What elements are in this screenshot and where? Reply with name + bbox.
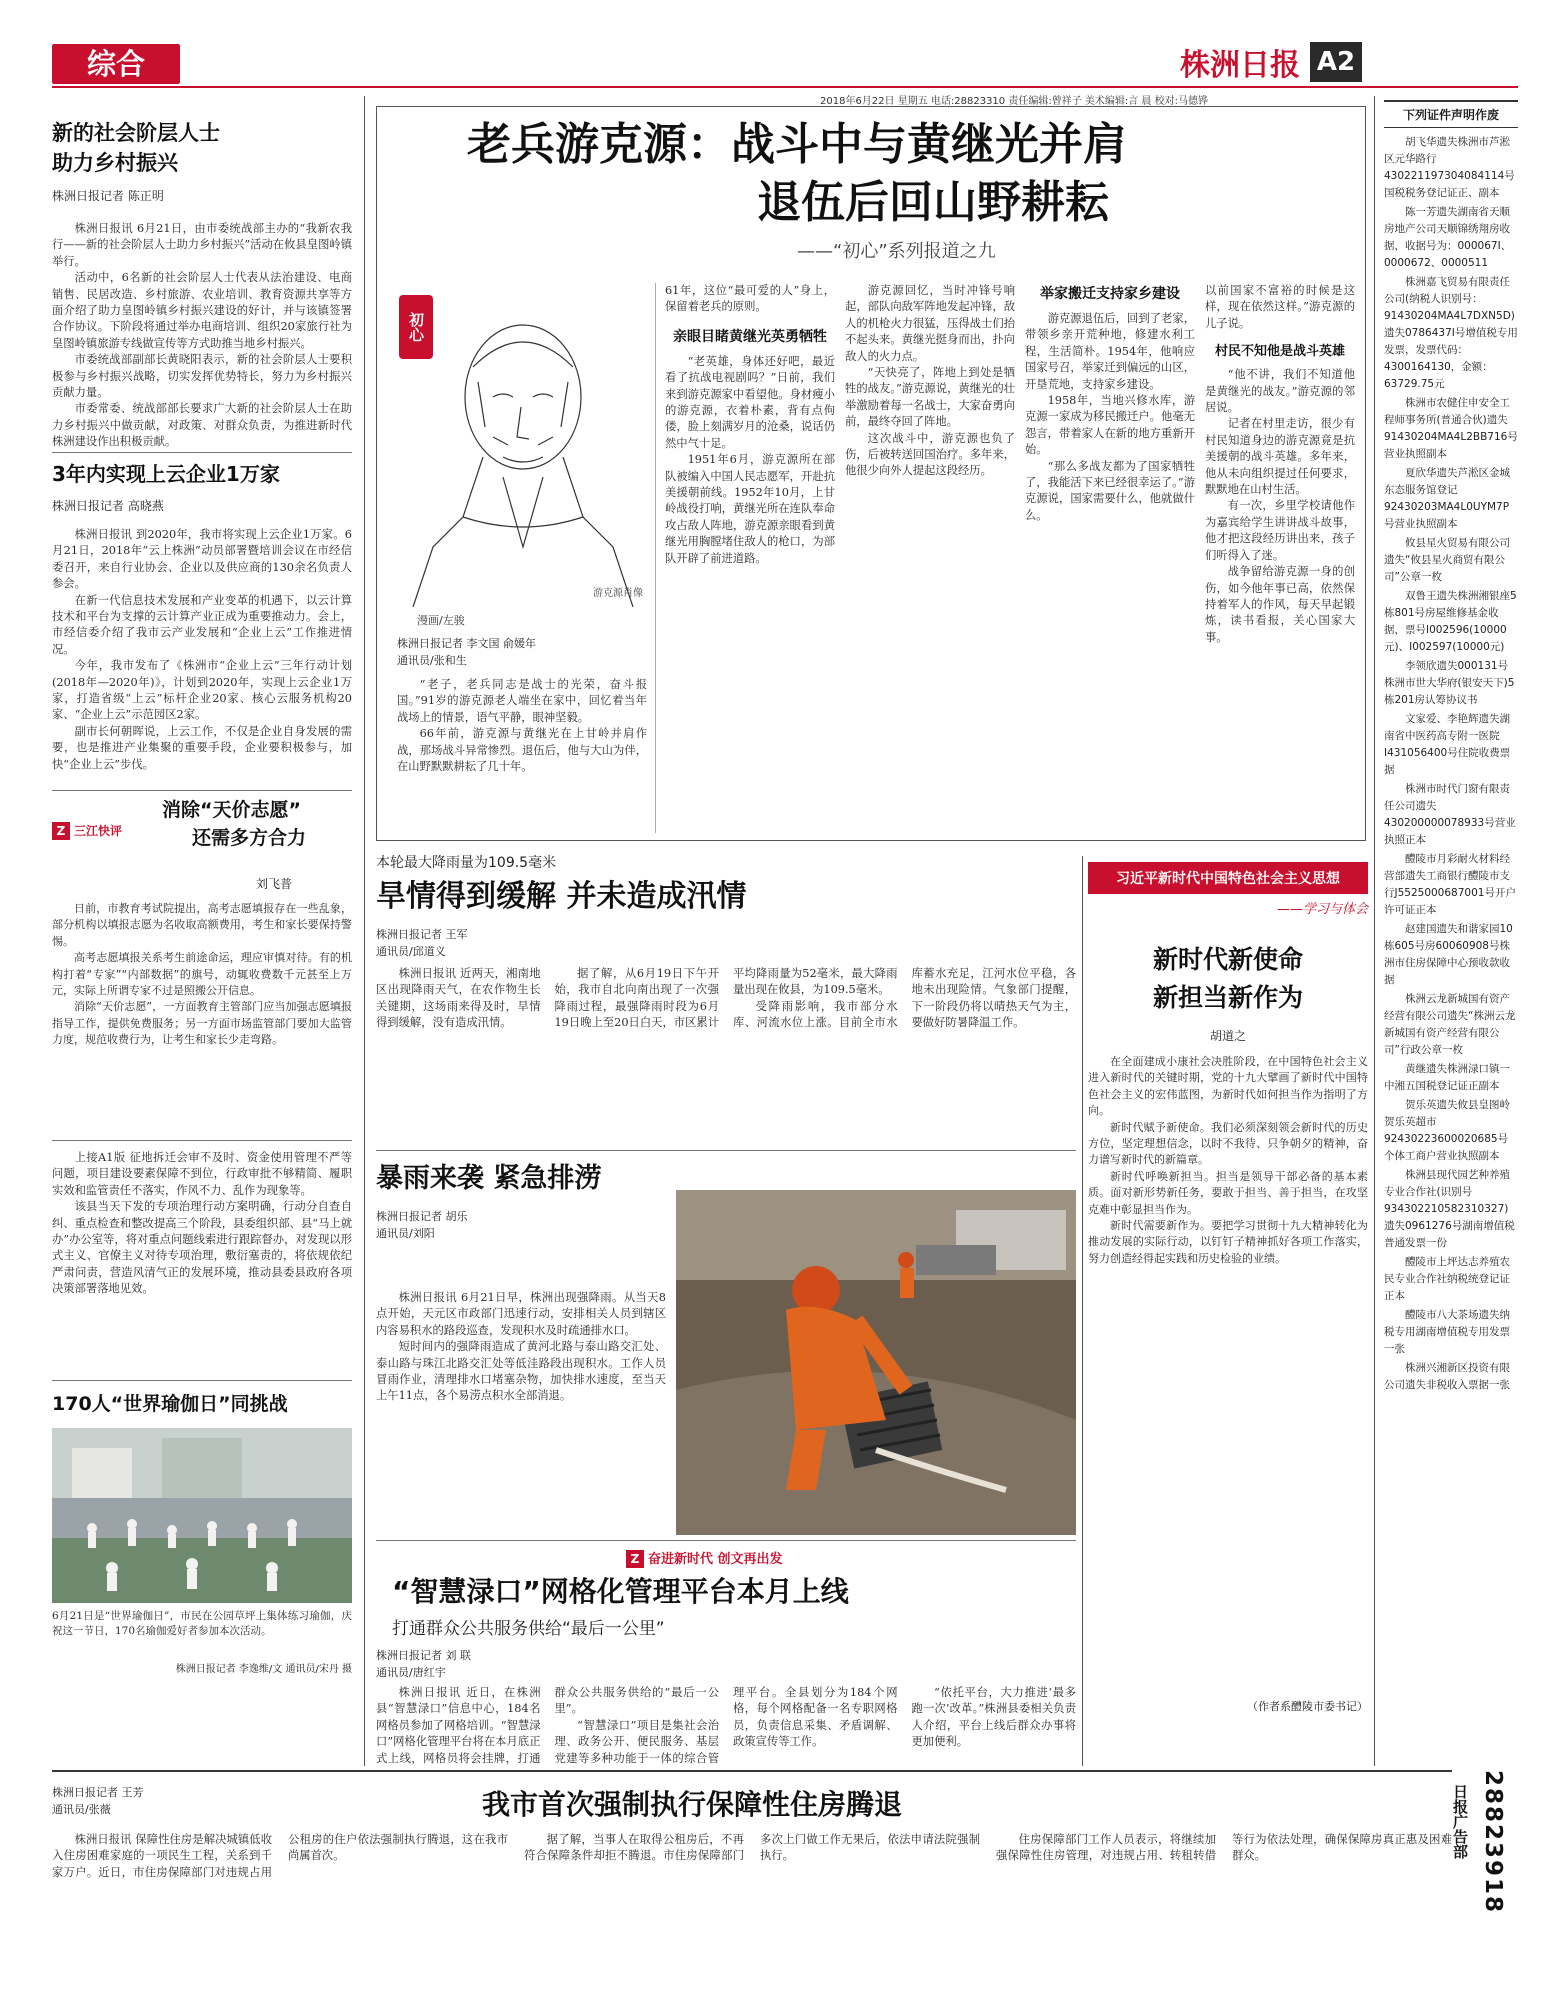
ad-phone: 28823918 <box>1480 1770 1506 1915</box>
notice-item: 株洲云龙新城国有资产经营有限公司遗失“株洲云龙新城国有资产经营有限公司”行政公章一枚 <box>1384 993 1516 1056</box>
column-name: 三江快评 <box>74 824 123 838</box>
feature-col-4: 举家搬迁支持家乡建设 游克源退伍后，回到了老家，带领乡亲开荒种地，修建水利工程，生活简朴。1954年，他响应国家号召，举家迁到偏远的山区，开垦荒地，支持家乡建设。 1958年，当地兴修水库，游克源一家成为移民搬迁户。他毫无怨言，带着家人在新的地方重新开始。 “那么多战友都为了国家牺牲了，我能活下来已经很幸运了。”游克源说，国家需要什么，他就做什么。 <box>1025 283 1195 833</box>
author: 刘飞普 <box>255 877 292 891</box>
feature-story <box>376 106 1366 841</box>
portrait-sketch <box>393 287 653 607</box>
seal-badge: 初心 <box>399 295 433 359</box>
article-social-strata <box>52 118 352 461</box>
author: 胡道之 <box>1209 1029 1246 1043</box>
article-body: 株洲日报讯 6月21日早，株洲出现强降雨。从当天8点开始，天元区市政部门迅速行动，安排相关人员到辖区内容易积水的路段巡查，发现积水及时疏通排水口。 短时间内的强降雨造成了黄河北路与泰山路交汇处、泰山路与珠江北路交汇处等低洼路段出现积水。工作人员冒雨作业，清理排水口堵塞杂物，加快排水速度，至当天上午11点，各个易涝点积水全部消退。 <box>376 1291 666 1403</box>
article-body: 株洲日报讯 6月21日，由市委统战部主办的“我新农我行——新的社会阶层人士助力乡村振兴”活动在攸县皇图岭镇举行。 活动中，6名新的社会阶层人士代表从法治建设、电商销售、民居改造、乡村旅游、农业培训、教育资源共享等方面介绍了助力皇图岭镇乡村振兴建设的好计，并与该镇签署合作协议。下阶段将通过举办电商培训、组织20家旅行社为皇图岭镇旅游专线做宣传等方式助推当地乡村振兴。 市委统战部副部长黄晓阳表示，新的社会阶层人士要积极参与乡村振兴战略，切实发挥优势特长，努力为乡村振兴贡献力量。 市委常委、统战部部长要求广大新的社会阶层人士在助力乡村振兴中做贡献，对政策、对群众负责，为推进新时代株洲建设作出积极贡献。 <box>52 222 352 449</box>
article-body: 株洲日报讯 近日，在株洲县“智慧渌口”信息中心，184名网格员参加了网格培训。“智慧渌口”网格化管理平台将在本月底正式上线，网格员将会挂牌，打通群众公共服务供给的“最后一公里”。 “智慧渌口”项目是集社会治理、政务公开、便民服务、基层党建等多种功能于一体的综合管理平台。全县划分为184个网格，每个网格配备一名专职网格员，负责信息采集、矛盾调解、政策宣传等工作。 “依托平台，大力推进‘最多跑一次’改革。”株洲县委相关负责人介绍，平台上线后群众办事将更加便利。 <box>376 1686 1076 1765</box>
article-title: 我市首次强制执行保障性住房腾退 <box>482 1788 903 1821</box>
article-yoga <box>52 1390 352 1678</box>
byline: 株洲日报记者 刘 联 通讯员/唐红宇 <box>376 1649 471 1679</box>
article-title: 暴雨来袭 紧急排涝 <box>376 1163 602 1194</box>
article-title: 新的社会阶层人士 助力乡村振兴 <box>52 121 220 175</box>
article-title: “智慧渌口”网格化管理平台本月上线 <box>392 1575 849 1608</box>
series-label: ——“初心”系列报道之九 <box>797 241 996 262</box>
notice-item: 赵建国遗失和谐家园10栋605号房60060908号株洲市住房保障中心预收款收据 <box>1384 923 1513 986</box>
photo-credit: 株洲日报记者 李逸维/文 通讯员/宋丹 摄 <box>175 1664 352 1675</box>
theory-subbanner: ——学习与体会 <box>1276 902 1368 917</box>
feature-byline: 株洲日报记者 李文国 俞媛年 通讯员/张和生 <box>397 637 536 667</box>
feature-col-2: 61年，这位“最可爱的人”身上，保留着老兵的原则。 亲眼目睹黄继光英勇牺牲 “老英雄，身体还好吧，最近看了抗战电视剧吗？”日前，我们来到游克源家中看望他。身材瘦小的游克源，衣着朴素，背有点佝偻，脸上刻满岁月的沧桑，说话仍然中气十足。 1951年6月，游克源所在部队被编入中国人民志愿军，开赴抗美援朝前线。1952年10月，上甘岭战役打响，黄继光所在连队奉命攻占敌人阵地，游克源亲眼看到黄继光用胸膛堵住敌人的枪口，为部队开辟了前进道路。 <box>665 284 835 565</box>
byline: 株洲日报记者 陈正明 <box>52 189 164 203</box>
notice-item: 黄继遗失株洲渌口镇一中湘五国税登记证正副本 <box>1384 1063 1510 1092</box>
notice-column <box>1384 100 1518 1760</box>
sketch-credit: 漫画/左骏 <box>417 614 465 627</box>
subhead: 村民不知他是战斗英雄 <box>1214 344 1345 360</box>
column-tag: Z <box>52 822 70 840</box>
notice-item: 贺乐英遗失攸县皇图岭贺乐英超市92430223600020685号个体工商户营业执照副本 <box>1384 1099 1510 1162</box>
article-title: 170人“世界瑜伽日”同挑战 <box>52 1393 288 1415</box>
ad-label: 日报广告部 <box>1451 1784 1469 1859</box>
notice-item: 李领欣遗失000131号株洲市世大华府(银安天下)5栋201房认筹协议书 <box>1384 660 1515 706</box>
notice-item: 株洲县现代园艺种养殖专业合作社(识别号934302210582310327)遗失0961276号湖南增值税普通发票一份 <box>1384 1169 1515 1249</box>
sketch-signature: 游克源肖像 <box>593 588 643 599</box>
notice-item: 攸县星火贸易有限公司遗失“攸县星火商贸有限公司”公章一枚 <box>1384 537 1510 583</box>
byline: 株洲日报记者 王军 通讯员/邱道义 <box>376 928 468 958</box>
ad-block <box>1451 1770 1518 2010</box>
article-continued: 上接A1版 征地拆迁会审不及时、资金使用管理不严等问题，项目建设要素保障不到位，行政审批不够精简、履职实效和监管责任不落实，作风不力、乱作为现象等。 该县当天下发的专项治理行动方案明确，行动分自查自纠、重点检查和整改提高三个阶段，县委组织部、县“马上就办”办公室等，将对重点问题线索进行跟踪督办，对发现以形式主义、官僚主义对待专项治理，敷衍塞责的，将依规依纪严肃问责，营造风清气正的发展环境，推动县委县政府各项决策部署落地见效。 <box>52 1151 352 1296</box>
article-body: 日前，市教育考试院提出，高考志愿填报存在一些乱象，部分机构以填报志愿为名收取高额费用，考生和家长要保持警惕。 高考志愿填报关系考生前途命运，理应审慎对待。有的机构打着“专家”“内部数据”的旗号，动辄收费数千元甚至上万元，实际上所谓专家不过是照搬公开信息。 消除“天价志愿”，一方面教育主管部门应当加强志愿填报指导工作，提供免费服务；另一方面市场监管部门要加大监管力度，规范收费行为，让考生和家长少走弯路。 <box>52 902 352 1047</box>
page-number: A2 <box>1310 42 1362 82</box>
feature-title-line2: 退伍后回山野耕耘 <box>757 177 1109 228</box>
notice-item: 株洲市时代门窗有限责任公司遗失430200000078933号营业执照正本 <box>1384 783 1516 846</box>
article-title: 旱情得到缓解 并未造成汛情 <box>376 879 747 914</box>
article-title: 消除“天价志愿” 还需多方合力 <box>162 799 307 849</box>
notice-item: 醴陵市月彩耐火材料经营部遗失工商银行醴陵市支行J5525000687001号开户许可证正本 <box>1384 853 1516 916</box>
feature-col-3: 游克源回忆，当时冲锋号响起，部队向敌军阵地发起冲锋，敌人的机枪火力很猛，压得战士们抬不起头来。黄继光挺身而出，扑向敌人的火力点。 “天快亮了，阵地上到处是牺牲的战友。”游克源说，黄继光的壮举激励着每一名战士，大家奋勇向前，最终夺回了阵地。 这次战斗中，游克源也负了伤，后被转送回国治疗。多年来，他很少向外人提起这段经历。 <box>845 284 1015 478</box>
section-tag <box>52 44 180 84</box>
notice-item: 陈一芳遗失湖南省天顺房地产公司天顺锦绣翔房收据，收据号为：000067I、0000672、0000511 <box>1384 206 1512 269</box>
column-tag: Z <box>626 1550 644 1568</box>
feature-col-1: “老子，老兵同志是战士的光荣，奋斗报国。”91岁的游克源老人端坐在家中，回忆着当年战场上的情景，语气平静，眼神坚毅。 66年前，游克源与黄继光在上甘岭并肩作战，那场战斗异常惨烈。退伍后，他与大山为伴，在山野默默耕耘了几十年。 <box>397 678 647 774</box>
feature-col-5: 以前国家不富裕的时候是这样，现在依然这样。”游克源的儿子说。 村民不知他是战斗英雄 “他不讲，我们不知道他是黄继光的战友。”游克源的邻居说。 记者在村里走访，很少有村民知道身边的游克源竟是抗美援朝的战斗英雄。多年来，他从未向组织提过任何要求，默默地在山村生活。 有一次，乡里学校请他作为嘉宾给学生讲讲战斗故事，他才把这段经历讲出来，孩子们听得入了迷。 战争留给游克源一身的创伤，如今他年事已高，依然保持着军人的作风，每天早起锻炼，读书看报，关心国家大事。 <box>1205 284 1355 644</box>
author-note: （作者系醴陵市委书记） <box>1247 1700 1368 1713</box>
theory-banner: 习近平新时代中国特色社会主义思想 <box>1088 862 1368 894</box>
article-commentary <box>52 796 352 1141</box>
article-theory <box>1088 862 1368 1762</box>
article-drought <box>376 852 1076 1166</box>
article-housing <box>52 1780 1452 2008</box>
yoga-photo <box>52 1428 352 1603</box>
notice-item: 醴陵市上坪达志养殖农民专业合作社纳税统登记证正本 <box>1384 1256 1510 1302</box>
article-cloud <box>52 460 352 812</box>
photo-caption: 6月21日是“世界瑜伽日”，市民在公园草坪上集体练习瑜伽，庆祝这一节日，170名瑜伽爱好者参加本次活动。 <box>52 1610 352 1637</box>
notice-item: 株洲嘉飞贸易有限责任公司(纳税人识别号：91430204MA4L7DXN5D)遗失0786437I号增值税专用发票，发票代码：4300164130，金额：63729.75元 <box>1384 276 1518 390</box>
section-label: 综合 <box>86 47 145 81</box>
notice-title: 下列证件声明作废 <box>1384 100 1518 128</box>
byline: 株洲日报记者 王芳 通讯员/张薇 <box>52 1786 144 1816</box>
header-info: 2018年6月22日 星期五 电话:28823310 责任编辑:曾祥子 美术编辑:言 晨 校对:马德铧 <box>820 96 1208 107</box>
notice-item: 双鲁王遗失株洲湘银座5栋801号房屋维修基金收据，票号I002596(10000元)、I002597(10000元) <box>1384 590 1517 653</box>
article-rainstorm <box>376 1160 1076 1540</box>
notice-item: 株洲市农健住申安全工程师事务所(普通合伙)遗失91430204MA4L2BB716号营业执照副本 <box>1384 397 1518 460</box>
article-body: 株洲日报讯 到2020年，我市将实现上云企业1万家。6月21日，2018年“云上株洲”动员部署暨培训会议在市经信委召开，来自行业协会、企业以及供应商的130余名负责人参会。 在新一代信息技术发展和产业变革的机遇下，以云计算技术和平台为支撑的云计算产业正成为重要推动力。会上，市经信委介绍了我市云产业发展和“企业上云”工作推进情况。 今年，我市发布了《株洲市“企业上云”三年行动计划(2018年—2020年)》，计划到2020年，实现上云企业1万家，打造省级“上云”标杆企业20家、核心云服务机构20家、“企业上云”示范园区2家。 副市长何朝晖说，上云工作，不仅是企业自身发展的需要，也是推进产业集聚的重要手段，企业要积极参与，加快“企业上云”步伐。 <box>52 528 352 771</box>
rainstorm-photo <box>676 1190 1076 1535</box>
subhead: 亲眼目睹黄继光英勇牺牲 <box>673 328 827 345</box>
feature-title-line1: 老兵游克源：战斗中与黄继光并肩 <box>467 119 1127 170</box>
subhead: 举家搬迁支持家乡建设 <box>1040 286 1180 302</box>
kicker: 本轮最大降雨量为109.5毫米 <box>376 855 557 871</box>
subtitle: 打通群众公共服务供给“最后一公里” <box>392 1619 665 1639</box>
byline: 株洲日报记者 高晓燕 <box>52 499 164 513</box>
byline-col <box>376 1647 538 1681</box>
masthead: 株洲日报 <box>1180 48 1300 83</box>
notice-item: 醴陵市八大茶场遗失纳税专用湖南增值税专用发票一张 <box>1384 1309 1510 1355</box>
article-body: 株洲日报讯 近两天，湘南地区出现降雨天气，在农作物生长关键期，这场雨来得及时，旱情得到缓解，没有造成汛情。 据了解，从6月19日下午开始，我市自北向南出现了一次强降雨过程，最强降雨时段为6月19日晚上至20日白天，市区累计平均降雨量为52毫米，最大降雨量出现在攸县，为109.5毫米。 受降雨影响，我市部分水库、河流水位上涨。目前全市水库蓄水充足，江河水位平稳，各地未出现险情。气象部门提醒，下一阶段仍将以晴热天气为主，要做好防暑降温工作。 <box>376 967 1076 1030</box>
byline: 株洲日报记者 胡乐 通讯员/刘阳 <box>376 1210 468 1240</box>
article-title: 新时代新使命 新担当新作为 <box>1152 945 1303 1012</box>
article-body: 在全面建成小康社会决胜阶段，在中国特色社会主义进入新时代的关键时期，党的十九大擘画了新时代中国特色社会主义的宏伟蓝图，为新时代如何担当作为指明了方向。 新时代赋予新使命。我们必须深刻领会新时代的历史方位，坚定理想信念，以时不我待、只争朝夕的精神，奋力谱写新时代的新篇章。 新时代呼唤新担当。担当是领导干部必备的基本素质。面对新形势新任务，要敢于担当、善于担当，在攻坚克难中彰显担当作为。 新时代需要新作为。要把学习贯彻十九大精神转化为推动发展的实际行动，以钉钉子精神抓好各项工作落实，努力创造经得起实践和历史检验的业绩。 <box>1088 1055 1368 1265</box>
notice-item: 文家爱、李艳辉遗失湖南省中医药高专附一医院I431056400号住院收费票据 <box>1384 713 1511 776</box>
notice-item: 株洲兴湘新区投资有限公司遗失非税收入票据一张 <box>1384 1362 1510 1391</box>
article-smart-lukou <box>376 1548 1076 1803</box>
article-title: 3年内实现上云企业1万家 <box>52 462 280 486</box>
article-body: 株洲日报讯 保障性住房是解决城镇低收入住房困难家庭的一项民生工程，关系到千家万户。近日，市住房保障部门对违规占用公租房的住户依法强制执行腾退，这在我市尚属首次。 据了解，当事人在取得公租房后，不再符合保障条件却拒不腾退。市住房保障部门多次上门做工作无果后，依法申请法院强制执行。 住房保障部门工作人员表示，将继续加强保障性住房管理，对违规占用、转租转借等行为依法处理，确保保障房真正惠及困难群众。 <box>52 1833 1452 1879</box>
column-name: 奋进新时代 创文再出发 <box>648 1552 783 1567</box>
notice-item: 胡飞华遗失株洲市芦淞区元华路行430221197304084114号国税税务登记证正、副本 <box>1384 136 1515 199</box>
notice-list <box>1384 134 1518 1394</box>
notice-item: 夏欣华遗失芦淞区金城东态服务馆登记92430203MA4L0UYM7P号营业执照副本 <box>1384 467 1510 530</box>
